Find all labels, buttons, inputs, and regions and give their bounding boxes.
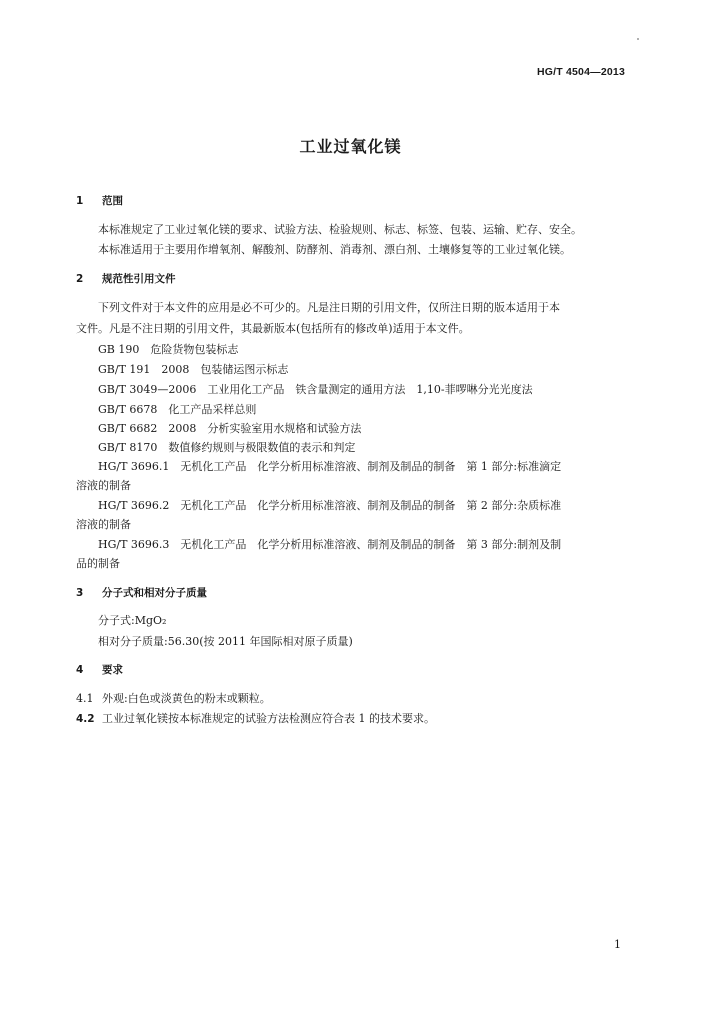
molecular-mass: 相对分子质量:56.30(按 2011 年国际相对原子质量) [98, 635, 353, 648]
reference-item: GB/T 191 2008 包装储运图示标志 [98, 363, 289, 376]
paragraph: 本标准规定了工业过氧化镁的要求、试验方法、检验规则、标志、标签、包装、运输、贮存、安全。 [98, 223, 582, 236]
section-number: 1 [76, 195, 84, 207]
clause-text: 工业过氧化镁按本标准规定的试验方法检测应符合表 1 的技术要求。 [102, 712, 435, 725]
reference-item-continued: 溶液的制备 [76, 479, 131, 492]
reference-item: HG/T 3696.2 无机化工产品 化学分析用标准溶液、制剂及制品的制备 第 2 部分:杂质标准 [98, 499, 562, 512]
section-title: 范围 [102, 195, 123, 207]
paragraph: 下列文件对于本文件的应用是必不可少的。凡是注日期的引用文件，仅所注日期的版本适用于本 [98, 301, 560, 314]
reference-item-continued: 溶液的制备 [76, 518, 131, 531]
section-number: 2 [76, 273, 84, 285]
section-title: 要求 [102, 664, 123, 676]
document-title: 工业过氧化镁 [299, 137, 402, 156]
paragraph: 本标准适用于主要用作增氧剂、解酸剂、防酵剂、消毒剂、漂白剂、土壤修复等的工业过氧化镁。 [98, 243, 571, 256]
section-2-heading [76, 273, 176, 286]
scan-speck [637, 38, 639, 40]
section-title: 分子式和相对分子质量 [102, 587, 207, 599]
section-title: 规范性引用文件 [102, 273, 176, 285]
clause-number: 4.2 [76, 713, 95, 725]
section-number: 4 [76, 664, 84, 676]
reference-item: GB/T 6682 2008 分析实验室用水规格和试验方法 [98, 422, 362, 435]
section-4-heading [76, 664, 123, 677]
reference-item-continued: 品的制备 [76, 557, 120, 570]
reference-item: HG/T 3696.3 无机化工产品 化学分析用标准溶液、制剂及制品的制备 第 3 部分:制剂及制 [98, 538, 562, 551]
clause-4-1 [76, 692, 271, 705]
section-3-heading [76, 587, 207, 600]
section-number: 3 [76, 587, 84, 599]
reference-item: GB/T 6678 化工产品采样总则 [98, 403, 257, 416]
reference-item: GB/T 8170 数值修约规则与极限数值的表示和判定 [98, 441, 356, 454]
page-number: 1 [614, 938, 621, 951]
clause-text: 外观:白色或淡黄色的粉末或颗粒。 [102, 692, 271, 705]
clause-4-2 [76, 712, 435, 726]
reference-item: GB 190 危险货物包装标志 [98, 343, 239, 356]
paragraph: 文件。凡是不注日期的引用文件，其最新版本(包括所有的修改单)适用于本文件。 [76, 322, 470, 335]
reference-item: HG/T 3696.1 无机化工产品 化学分析用标准溶液、制剂及制品的制备 第 1 部分:标准滴定 [98, 460, 562, 473]
clause-number: 4.1 [76, 692, 94, 705]
molecular-formula: 分子式:MgO₂ [98, 614, 167, 627]
reference-item: GB/T 3049—2006 工业用化工产品 铁含量测定的通用方法 1,10-菲啰啉分光光度法 [98, 383, 533, 396]
section-1-heading [76, 195, 123, 208]
standard-code: HG/T 4504—2013 [536, 66, 625, 78]
